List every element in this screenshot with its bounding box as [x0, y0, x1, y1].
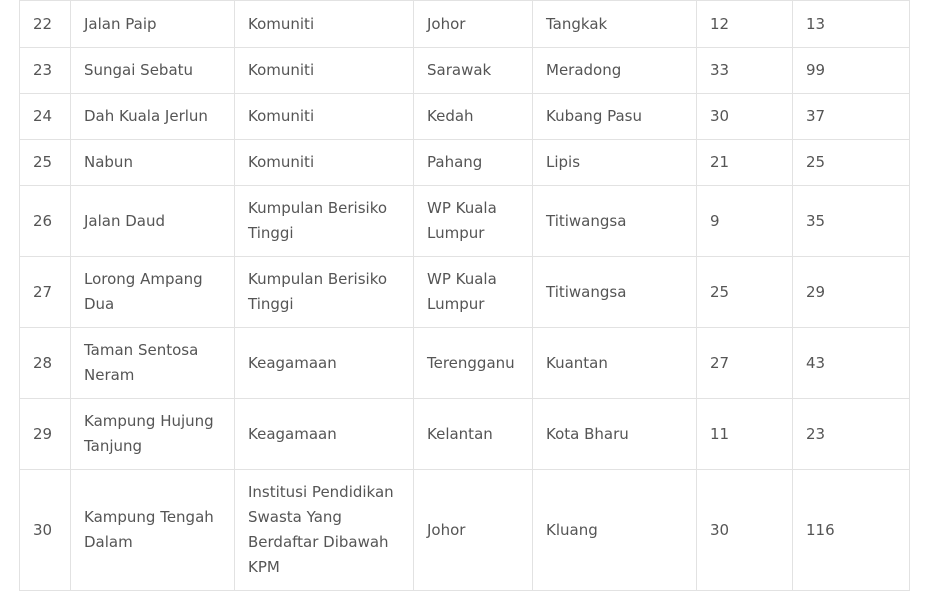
- state-cell: Terengganu: [414, 328, 533, 399]
- cluster-name-cell: Jalan Daud: [71, 186, 235, 257]
- cluster-table-container: [19, 0, 909, 591]
- total-cell: 43: [793, 328, 910, 399]
- cluster-name-cell: Dah Kuala Jerlun: [71, 94, 235, 140]
- table-row: [20, 186, 910, 257]
- count-cell: 9: [697, 186, 793, 257]
- state-cell: Kelantan: [414, 399, 533, 470]
- row-number-cell: 22: [20, 1, 71, 48]
- category-cell: Kumpulan Berisiko Tinggi: [235, 186, 414, 257]
- row-number-cell: 29: [20, 399, 71, 470]
- district-cell: Kota Bharu: [533, 399, 697, 470]
- table-row: [20, 48, 910, 94]
- category-cell: Komuniti: [235, 140, 414, 186]
- cluster-name-cell: Jalan Paip: [71, 1, 235, 48]
- count-cell: 27: [697, 328, 793, 399]
- district-cell: Kuantan: [533, 328, 697, 399]
- category-cell: Komuniti: [235, 1, 414, 48]
- category-cell: Institusi Pendidikan Swasta Yang Berdaftar Dibawah KPM: [235, 470, 414, 591]
- row-number-cell: 23: [20, 48, 71, 94]
- total-cell: 29: [793, 257, 910, 328]
- cluster-name-cell: Sungai Sebatu: [71, 48, 235, 94]
- table-row: [20, 257, 910, 328]
- district-cell: Titiwangsa: [533, 186, 697, 257]
- cluster-name-cell: Kampung Hujung Tanjung: [71, 399, 235, 470]
- total-cell: 35: [793, 186, 910, 257]
- table-row: [20, 1, 910, 48]
- total-cell: 23: [793, 399, 910, 470]
- total-cell: 116: [793, 470, 910, 591]
- table-row: [20, 470, 910, 591]
- category-cell: Komuniti: [235, 48, 414, 94]
- row-number-cell: 26: [20, 186, 71, 257]
- count-cell: 11: [697, 399, 793, 470]
- category-cell: Keagamaan: [235, 328, 414, 399]
- state-cell: Johor: [414, 470, 533, 591]
- count-cell: 33: [697, 48, 793, 94]
- state-cell: Kedah: [414, 94, 533, 140]
- total-cell: 13: [793, 1, 910, 48]
- table-row: [20, 328, 910, 399]
- row-number-cell: 30: [20, 470, 71, 591]
- row-number-cell: 24: [20, 94, 71, 140]
- total-cell: 37: [793, 94, 910, 140]
- total-cell: 25: [793, 140, 910, 186]
- category-cell: Komuniti: [235, 94, 414, 140]
- row-number-cell: 28: [20, 328, 71, 399]
- district-cell: Tangkak: [533, 1, 697, 48]
- table-row: [20, 140, 910, 186]
- table-row: [20, 399, 910, 470]
- state-cell: WP Kuala Lumpur: [414, 257, 533, 328]
- cluster-table: [19, 0, 910, 591]
- row-number-cell: 25: [20, 140, 71, 186]
- district-cell: Kluang: [533, 470, 697, 591]
- cluster-name-cell: Nabun: [71, 140, 235, 186]
- cluster-name-cell: Taman Sentosa Neram: [71, 328, 235, 399]
- category-cell: Kumpulan Berisiko Tinggi: [235, 257, 414, 328]
- district-cell: Titiwangsa: [533, 257, 697, 328]
- count-cell: 30: [697, 470, 793, 591]
- district-cell: Lipis: [533, 140, 697, 186]
- state-cell: Johor: [414, 1, 533, 48]
- count-cell: 30: [697, 94, 793, 140]
- category-cell: Keagamaan: [235, 399, 414, 470]
- cluster-name-cell: Lorong Ampang Dua: [71, 257, 235, 328]
- state-cell: WP Kuala Lumpur: [414, 186, 533, 257]
- state-cell: Pahang: [414, 140, 533, 186]
- total-cell: 99: [793, 48, 910, 94]
- count-cell: 25: [697, 257, 793, 328]
- district-cell: Meradong: [533, 48, 697, 94]
- district-cell: Kubang Pasu: [533, 94, 697, 140]
- count-cell: 21: [697, 140, 793, 186]
- table-row: [20, 94, 910, 140]
- cluster-name-cell: Kampung Tengah Dalam: [71, 470, 235, 591]
- row-number-cell: 27: [20, 257, 71, 328]
- count-cell: 12: [697, 1, 793, 48]
- state-cell: Sarawak: [414, 48, 533, 94]
